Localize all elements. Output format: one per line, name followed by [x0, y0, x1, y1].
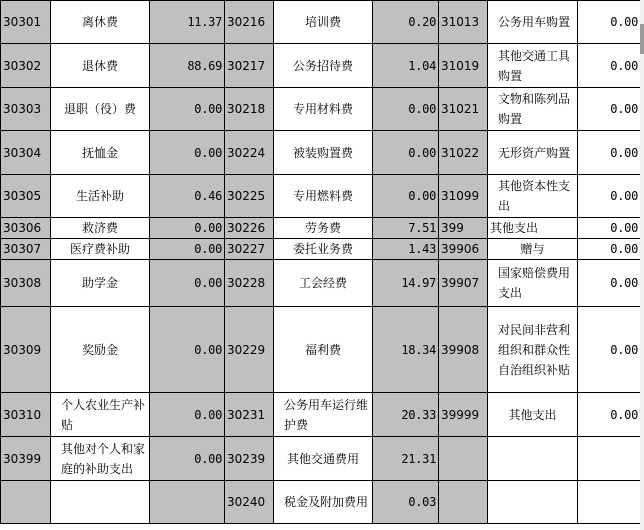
item-name-cell: 奖励金: [51, 307, 150, 393]
item-name-cell: 其他交通费用: [274, 437, 373, 481]
amount-cell: 0.00: [578, 1, 641, 44]
item-name-cell: 救济费: [51, 218, 150, 239]
empty-name-cell: [51, 481, 150, 524]
amount-cell: 0.03: [373, 481, 439, 524]
amount-cell: 0.00: [373, 88, 439, 131]
item-name-cell: 文物和陈列品购置: [488, 88, 578, 131]
item-name-cell: 无形资产购置: [488, 131, 578, 175]
code-cell: 30231: [225, 393, 274, 437]
item-name-cell: 医疗费补助: [51, 239, 150, 260]
code-cell: 30306: [1, 218, 51, 239]
code-cell: 39999: [439, 393, 488, 437]
empty-amount-cell: [578, 437, 641, 481]
code-cell: 30309: [1, 307, 51, 393]
amount-cell: 0.00: [150, 393, 225, 437]
item-name-cell: 国家赔偿费用支出: [488, 260, 578, 307]
code-cell: 31021: [439, 88, 488, 131]
amount-cell: 0.00: [578, 175, 641, 218]
code-cell: 31099: [439, 175, 488, 218]
item-name-cell: 劳务费: [274, 218, 373, 239]
code-cell: 30399: [1, 437, 51, 481]
empty-amount-cell: [150, 481, 225, 524]
amount-cell: 11.37: [150, 1, 225, 44]
item-name-cell: 离休费: [51, 1, 150, 44]
code-cell: 30240: [225, 481, 274, 524]
table-row: [1, 260, 641, 307]
table-row: [1, 1, 641, 44]
amount-cell: 0.00: [578, 307, 641, 393]
code-cell: 30302: [1, 44, 51, 88]
amount-cell: 18.34: [373, 307, 439, 393]
table-row: [1, 88, 641, 131]
code-cell: 31019: [439, 44, 488, 88]
amount-cell: 14.97: [373, 260, 439, 307]
code-cell: 30229: [225, 307, 274, 393]
item-name-cell: 对民间非营利组织和群众性自治组织补贴: [488, 307, 578, 393]
code-cell: 30307: [1, 239, 51, 260]
table-row: [1, 175, 641, 218]
amount-cell: 0.00: [150, 218, 225, 239]
amount-cell: 0.00: [578, 131, 641, 175]
code-cell: 30301: [1, 1, 51, 44]
code-cell: 39906: [439, 239, 488, 260]
amount-cell: 20.33: [373, 393, 439, 437]
code-cell: 30227: [225, 239, 274, 260]
item-name-cell: 其他支出: [488, 393, 578, 437]
item-name-cell: 税金及附加费用: [274, 481, 373, 524]
code-cell: 39907: [439, 260, 488, 307]
amount-cell: 0.00: [578, 239, 641, 260]
table-row: [1, 481, 641, 524]
code-cell: 30226: [225, 218, 274, 239]
code-cell: 30225: [225, 175, 274, 218]
empty-amount-cell: [578, 481, 641, 524]
item-name-cell: 培训费: [274, 1, 373, 44]
item-name-cell: 退休费: [51, 44, 150, 88]
empty-code-cell: [1, 481, 51, 524]
empty-code-cell: [439, 437, 488, 481]
amount-cell: 0.00: [150, 307, 225, 393]
amount-cell: 21.31: [373, 437, 439, 481]
item-name-cell: 其他交通工具购置: [488, 44, 578, 88]
amount-cell: 0.00: [373, 175, 439, 218]
code-cell: 39908: [439, 307, 488, 393]
item-name-cell: 其他支出: [488, 218, 578, 239]
item-name-cell: 专用材料费: [274, 88, 373, 131]
code-cell: 30224: [225, 131, 274, 175]
item-name-cell: 其他对个人和家庭的补助支出: [51, 437, 150, 481]
code-cell: 30310: [1, 393, 51, 437]
empty-name-cell: [488, 437, 578, 481]
amount-cell: 1.43: [373, 239, 439, 260]
item-name-cell: 退职（役）费: [51, 88, 150, 131]
item-name-cell: 福利费: [274, 307, 373, 393]
vertical-scrollbar[interactable]: [640, 0, 644, 530]
item-name-cell: 公务招待费: [274, 44, 373, 88]
amount-cell: 0.00: [150, 88, 225, 131]
amount-cell: 0.00: [150, 260, 225, 307]
item-name-cell: 其他资本性支出: [488, 175, 578, 218]
item-name-cell: 生活补助: [51, 175, 150, 218]
amount-cell: 0.00: [578, 44, 641, 88]
code-cell: 30304: [1, 131, 51, 175]
item-name-cell: 工会经费: [274, 260, 373, 307]
item-name-cell: 公务用车购置: [488, 1, 578, 44]
empty-name-cell: [488, 481, 578, 524]
item-name-cell: 助学金: [51, 260, 150, 307]
item-name-cell: 个人农业生产补贴: [51, 393, 150, 437]
amount-cell: 0.00: [578, 218, 641, 239]
item-name-cell: 公务用车运行维护费: [274, 393, 373, 437]
amount-cell: 0.46: [150, 175, 225, 218]
amount-cell: 0.00: [578, 260, 641, 307]
amount-cell: 0.00: [578, 393, 641, 437]
code-cell: 30305: [1, 175, 51, 218]
item-name-cell: 被装购置费: [274, 131, 373, 175]
table-row: [1, 239, 641, 260]
table-row: [1, 393, 641, 437]
table-row: [1, 437, 641, 481]
code-cell: 30217: [225, 44, 274, 88]
code-cell: 30303: [1, 88, 51, 131]
item-name-cell: 抚恤金: [51, 131, 150, 175]
code-cell: 399: [439, 218, 488, 239]
amount-cell: 0.00: [150, 437, 225, 481]
amount-cell: 7.51: [373, 218, 439, 239]
code-cell: 31013: [439, 1, 488, 44]
amount-cell: 0.00: [578, 88, 641, 131]
scrollbar-thumb[interactable]: [640, 24, 644, 54]
code-cell: 30308: [1, 260, 51, 307]
code-cell: 31022: [439, 131, 488, 175]
amount-cell: 88.69: [150, 44, 225, 88]
amount-cell: 1.04: [373, 44, 439, 88]
item-name-cell: 专用燃料费: [274, 175, 373, 218]
item-name-cell: 赠与: [488, 239, 578, 260]
amount-cell: 0.00: [150, 131, 225, 175]
amount-cell: 0.00: [150, 239, 225, 260]
amount-cell: 0.20: [373, 1, 439, 44]
code-cell: 30218: [225, 88, 274, 131]
code-cell: 30228: [225, 260, 274, 307]
code-cell: 30239: [225, 437, 274, 481]
code-cell: 30216: [225, 1, 274, 44]
table-row: [1, 307, 641, 393]
amount-cell: 0.00: [373, 131, 439, 175]
table-row: [1, 44, 641, 88]
item-name-cell: 委托业务费: [274, 239, 373, 260]
table-row: [1, 131, 641, 175]
empty-code-cell: [439, 481, 488, 524]
table-row: [1, 218, 641, 239]
